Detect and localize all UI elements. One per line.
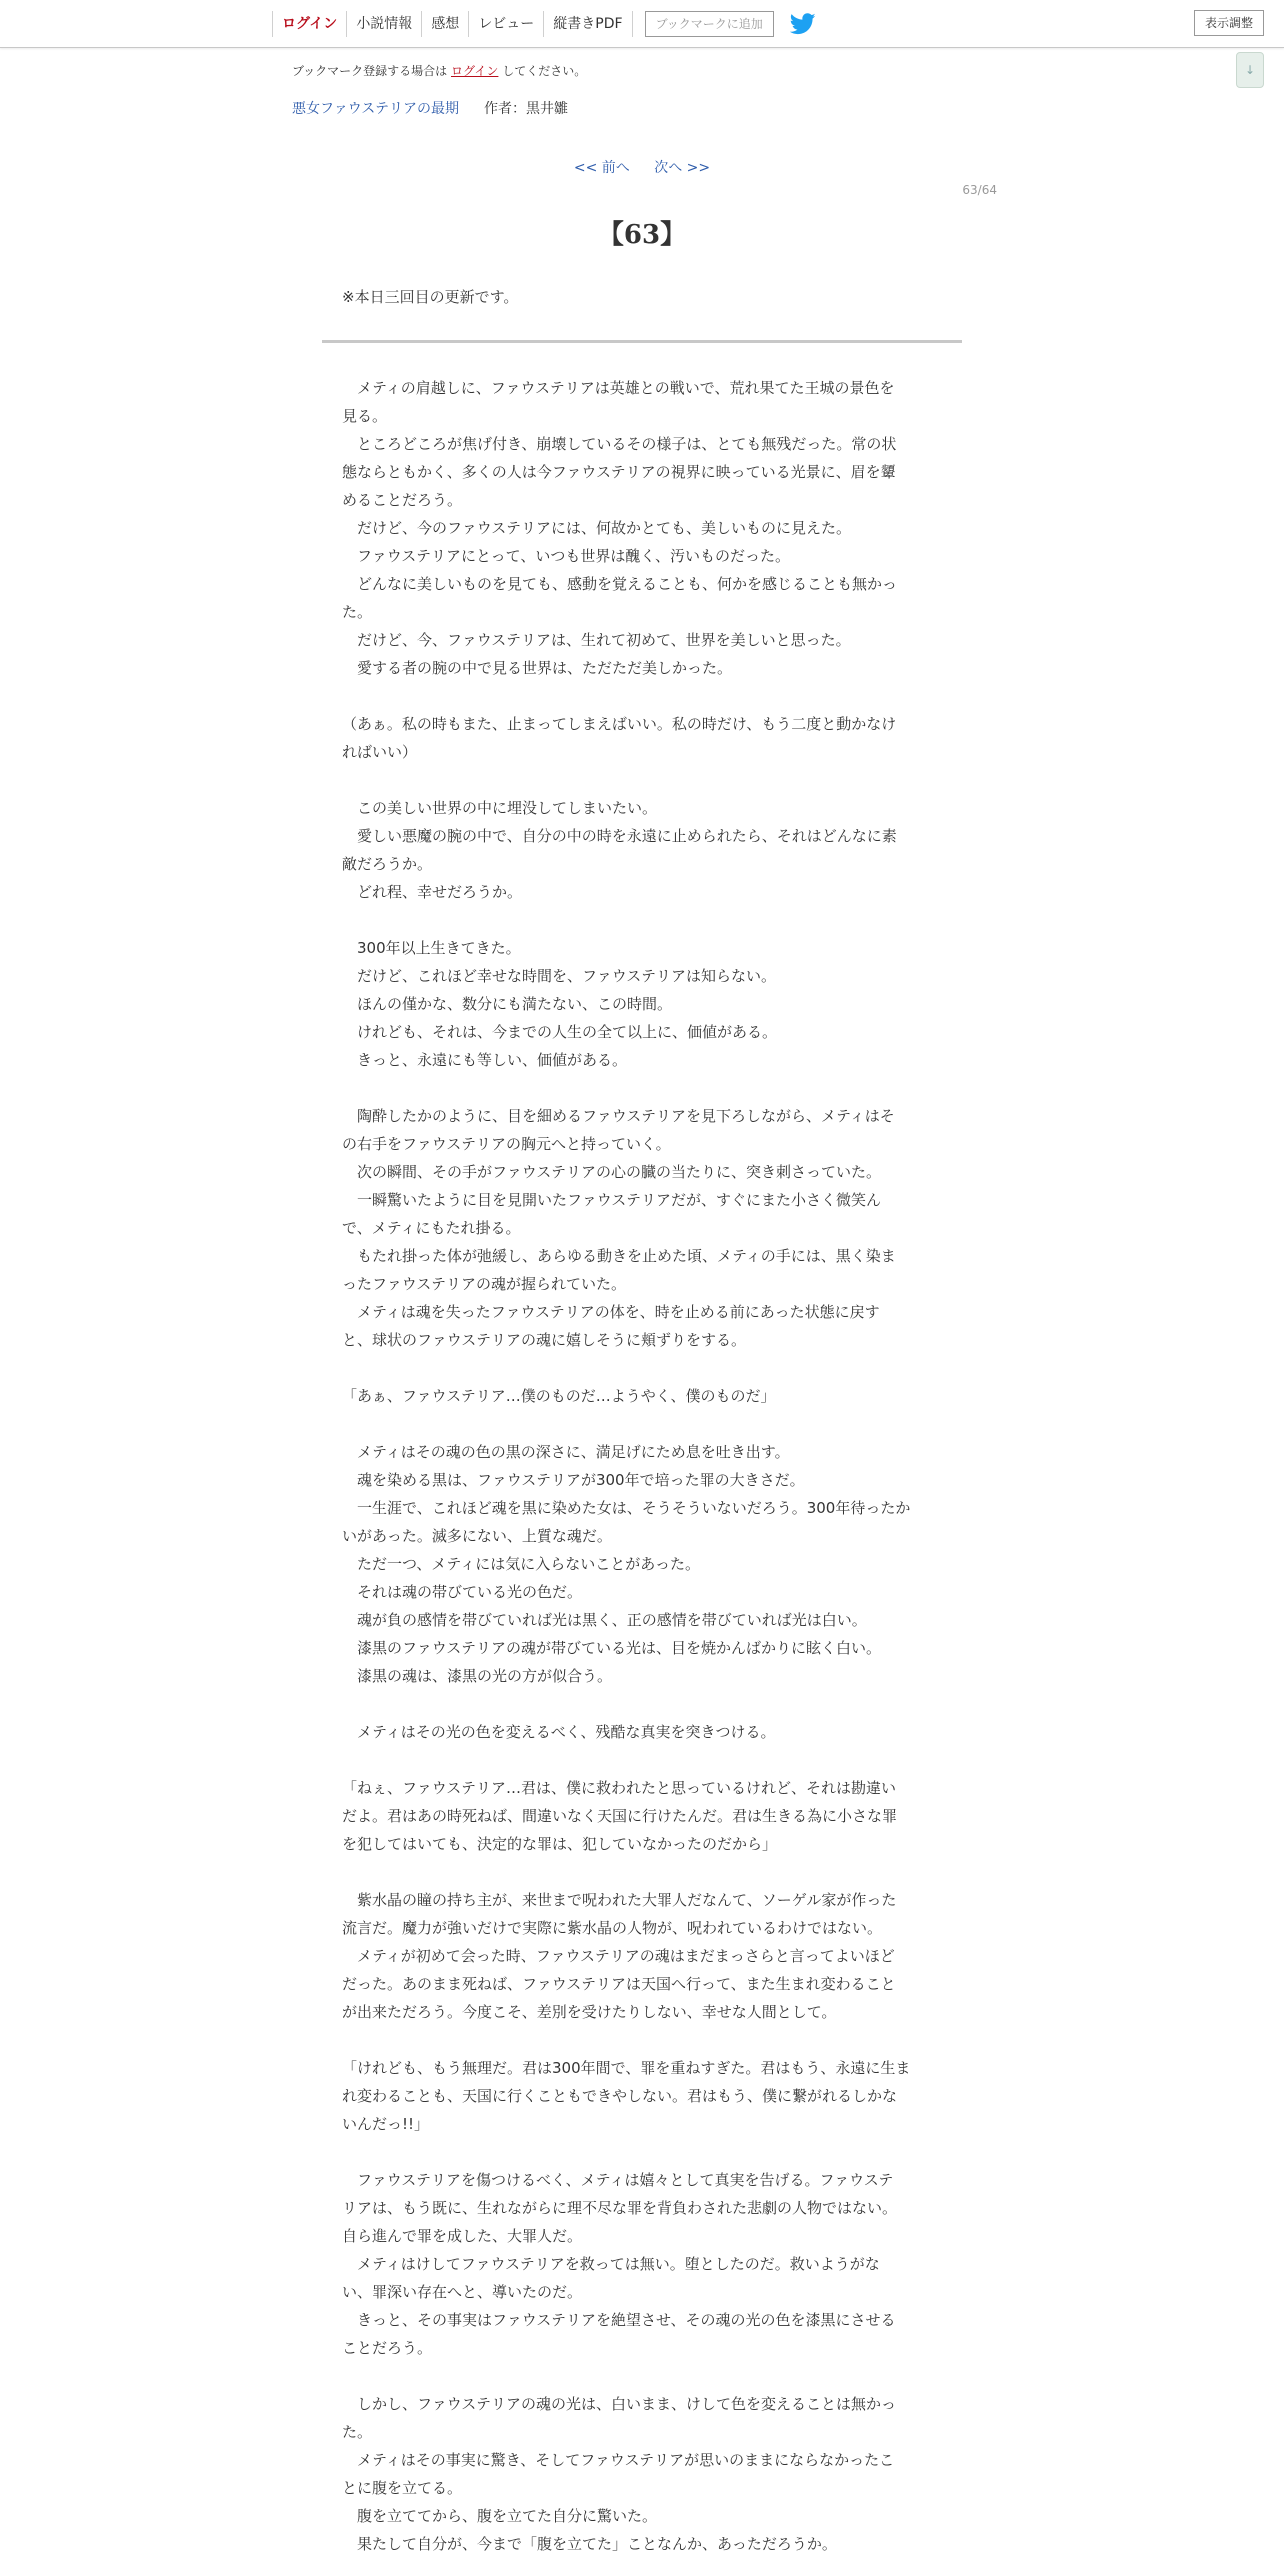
body-line: 300年以上生きてきた。	[342, 939, 521, 957]
review-link[interactable]: レビュー	[468, 11, 543, 37]
body-line: 「あぁ、ファウステリア…僕のものだ…ようやく、僕のものだ」	[342, 1387, 776, 1405]
body-line: 「ねぇ、ファウステリア…君は、僕に救われたと思っているけれど、それは勘違い	[342, 1779, 896, 1797]
display-settings-button[interactable]: 表示調整	[1194, 10, 1264, 36]
notice-suffix: してください。	[502, 64, 587, 78]
body-line: きっと、その事実はファウステリアを絶望させ、その魂の光の色を漆黒にさせる	[342, 2311, 896, 2329]
body-line: ことだろう。	[342, 2339, 433, 2357]
arrow-down-icon: ↓	[1244, 63, 1256, 77]
body-line	[342, 1074, 942, 1102]
body-line: 自ら進んで罪を成した、大罪人だ。	[342, 2227, 583, 2245]
body-line: 腹を立ててから、腹を立てた自分に驚いた。	[342, 2507, 658, 2525]
body-line: どんなに美しいものを見ても、感動を覚えることも、何かを感じることも無かっ	[342, 575, 898, 593]
top-navigation-bar	[0, 0, 1284, 48]
body-line: メティはその光の色を変えるべく、残酷な真実を突きつける。	[342, 1723, 776, 1741]
impressions-link[interactable]: 感想	[421, 11, 468, 37]
body-line: メティはその事実に驚き、そしてファウステリアが思いのままにならなかったこ	[342, 2451, 895, 2469]
body-line: が出来ただろう。今度こそ、差別を受けたりしない、幸せな人間として。	[342, 2003, 837, 2021]
next-chapter-link[interactable]: 次へ >>	[654, 160, 711, 176]
author-name: 作者：黒井雛	[484, 101, 568, 117]
body-line: れ変わることも、天国に行くこともできやしない。君はもう、僕に繋がれるしかな	[342, 2087, 898, 2105]
body-line: 果たして自分が、今まで「腹を立てた」ことなんか、あっただろうか。	[342, 2535, 837, 2553]
bookmark-login-notice	[292, 62, 586, 79]
body-line: メティの肩越しに、ファウステリアは英雄との戦いで、荒れ果てた王城の景色を	[342, 379, 895, 397]
body-line: い、罪深い存在へと、導いたのだ。	[342, 2283, 583, 2301]
chapter-title: 【63】	[597, 220, 687, 250]
body-line: と、球状のファウステリアの魂に嬉しそうに頬ずりをする。	[342, 1331, 746, 1349]
preface-divider	[322, 340, 962, 343]
body-line: 魂が負の感情を帯びていれば光は黒く、正の感情を帯びていれば光は白い。	[342, 1611, 867, 1629]
body-line: （あぁ。私の時もまた、止まってしまえばいい。私の時だけ、もう二度と動かなけ	[342, 715, 897, 733]
twitter-bird-icon[interactable]	[790, 13, 816, 35]
prev-chapter-link[interactable]: << 前へ	[573, 160, 630, 176]
body-line	[342, 2362, 942, 2390]
body-line	[342, 682, 942, 710]
body-line	[342, 1410, 942, 1438]
body-line: た。	[342, 603, 373, 621]
body-line: しかし、ファウステリアの魂の光は、白いまま、けして色を変えることは無かっ	[342, 2395, 896, 2413]
body-line: た。	[342, 2423, 373, 2441]
body-line: を犯してはいても、決定的な罪は、犯していなかったのだから」	[342, 1835, 778, 1853]
body-line: 態ならともかく、多くの人は今ファウステリアの視界に映っている光景に、眉を顰	[342, 463, 896, 481]
body-line: この美しい世界の中に埋没してしまいたい。	[342, 799, 658, 817]
body-line: ところどころが焦げ付き、崩壊しているその様子は、とても無残だった。常の状	[342, 435, 897, 453]
body-line: 「けれども、もう無理だ。君は300年間で、罪を重ねすぎた。君はもう、永遠に生ま	[342, 2059, 911, 2077]
add-bookmark-button[interactable]: ブックマークに追加	[645, 11, 774, 37]
body-line: 魂を染める黒は、ファウステリアが300年で培った罪の大きさだ。	[342, 1471, 805, 1489]
body-line: もたれ掛った体が弛緩し、あらゆる動きを止めた頃、メティの手には、黒く染ま	[342, 1247, 896, 1265]
nav-menu	[272, 0, 816, 47]
body-line: だけど、今、ファウステリアは、生れて初めて、世界を美しいと思った。	[342, 631, 851, 649]
body-line: けれども、それは、今までの人生の全て以上に、価値がある。	[342, 1023, 778, 1041]
chapter-body	[342, 374, 942, 2558]
body-line: 見る。	[342, 407, 388, 425]
body-line: 愛しい悪魔の腕の中で、自分の中の時を永遠に止められたら、それはどんなに素	[342, 827, 897, 845]
body-line: ただ一つ、メティには気に入らないことがあった。	[342, 1555, 701, 1573]
body-line: メティはけしてファウステリアを救っては無い。堕としたのだ。救いようがな	[342, 2255, 880, 2273]
body-line: 陶酔したかのように、目を細めるファウステリアを見下ろしながら、メティはそ	[342, 1107, 895, 1125]
body-line: 漆黒の魂は、漆黒の光の方が似合う。	[342, 1667, 613, 1685]
body-line: 次の瞬間、その手がファウステリアの心の臓の当たりに、突き刺さっていた。	[342, 1163, 881, 1181]
body-line	[342, 906, 942, 934]
body-line	[342, 1746, 942, 1774]
body-line: だよ。君はあの時死ねば、間違いなく天国に行けたんだ。君は生きる為に小さな罪	[342, 1807, 898, 1825]
body-line: ファウステリアにとって、いつも世界は醜く、汚いものだった。	[342, 547, 791, 565]
body-line: それは魂の帯びている光の色だ。	[342, 1583, 583, 1601]
body-line: ファウステリアを傷つけるべく、メティは嬉々として真実を告げる。ファウステ	[342, 2171, 894, 2189]
chapter-pager	[0, 157, 1284, 177]
body-line: とに腹を立てる。	[342, 2479, 463, 2497]
body-line: の右手をファウステリアの胸元へと持っていく。	[342, 1135, 671, 1153]
body-line: ったファウステリアの魂が握られていた。	[342, 1275, 626, 1293]
body-line: で、メティにもたれ掛る。	[342, 1219, 521, 1237]
login-link[interactable]: ログイン	[272, 11, 346, 37]
body-line: リアは、もう既に、生れながらに理不尽な罪を背負わされた悲劇の人物ではない。	[342, 2199, 898, 2217]
body-line: めることだろう。	[342, 491, 463, 509]
body-line: 一生涯で、これほど魂を黒に染めた女は、そうそういないだろう。300年待ったか	[342, 1499, 911, 1517]
body-line: きっと、永遠にも等しい、価値がある。	[342, 1051, 628, 1069]
body-line	[342, 1690, 942, 1718]
body-line: いがあった。滅多にない、上質な魂だ。	[342, 1527, 612, 1545]
body-line: いんだっ!!」	[342, 2115, 430, 2133]
body-line: メティが初めて会った時、ファウステリアの魂はまだまっさらと言ってよいほど	[342, 1947, 895, 1965]
body-line	[342, 2138, 942, 2166]
body-line: どれ程、幸せだろうか。	[342, 883, 523, 901]
body-line	[342, 1858, 942, 1886]
body-line: 一瞬驚いたように目を見開いたファウステリアだが、すぐにまた小さく微笑ん	[342, 1191, 881, 1209]
body-line: メティはその魂の色の黒の深さに、満足げにため息を吐き出す。	[342, 1443, 790, 1461]
chapter-preface: ※本日三回目の更新です。	[342, 288, 519, 306]
body-line: ればいい）	[342, 743, 418, 761]
body-line: 愛する者の腕の中で見る世界は、ただただ美しかった。	[342, 659, 733, 677]
body-line: 流言だ。魔力が強いだけで実際に紫水晶の人物が、呪われているわけではない。	[342, 1919, 883, 1937]
novel-title-link[interactable]: 悪女ファウステリアの最期	[292, 101, 460, 117]
body-line: メティは魂を失ったファウステリアの体を、時を止める前にあった状態に戻す	[342, 1303, 880, 1321]
body-line: 紫水晶の瞳の持ち主が、来世まで呪われた大罪人だなんて、ソーゲル家が作った	[342, 1891, 897, 1909]
scroll-down-tab[interactable]	[1236, 52, 1264, 88]
body-line: だけど、これほど幸せな時間を、ファウステリアは知らない。	[342, 967, 776, 985]
body-line	[342, 766, 942, 794]
notice-prefix: ブックマーク登録する場合は	[292, 64, 448, 78]
body-line: だけど、今のファウステリアには、何故かとても、美しいものに見えた。	[342, 519, 851, 537]
body-line: ほんの僅かな、数分にも満たない、この時間。	[342, 995, 673, 1013]
chapter-count: 63/64	[962, 183, 997, 197]
notice-login-link[interactable]: ログイン	[451, 64, 499, 78]
novel-info-link[interactable]: 小説情報	[346, 11, 421, 37]
vertical-pdf-link[interactable]: 縦書きPDF	[543, 11, 632, 37]
body-line	[342, 2026, 942, 2054]
body-line: だった。あのまま死ねば、ファウステリアは天国へ行って、また生まれ変わること	[342, 1975, 896, 1993]
body-line: 漆黒のファウステリアの魂が帯びている光は、目を焼かんばかりに眩く白い。	[342, 1639, 881, 1657]
body-line	[342, 1354, 942, 1382]
body-line: 敵だろうか。	[342, 855, 433, 873]
